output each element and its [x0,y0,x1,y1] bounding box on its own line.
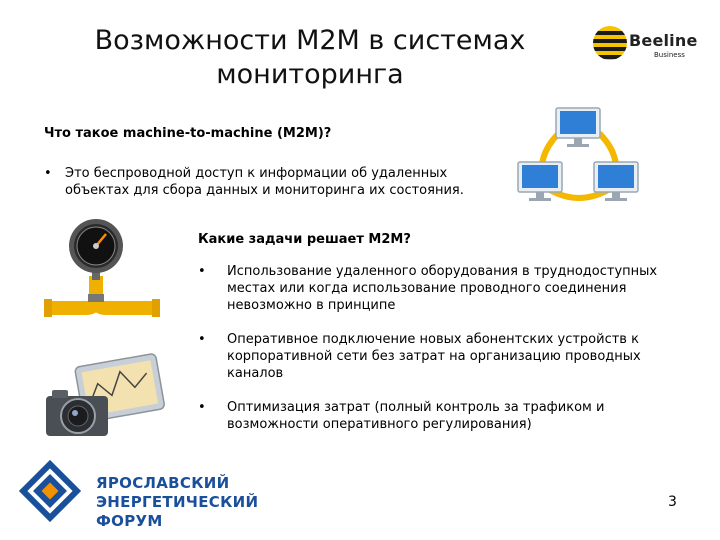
forum-name [96,474,258,531]
camera-icon [40,350,170,445]
answer-text: Это беспроводной доступ к информации об удаленных объектах для сбора данных и мониторинга их состояния. [65,166,464,198]
page-number: 3 [668,494,677,510]
forum-line2: ЭНЕРГЕТИЧЕСКИЙ [96,493,259,511]
network-diagram-icon [514,102,644,220]
task-text: Оптимизация затрат (полный контроль за трафиком и возможности оперативного регулирования) [227,400,605,432]
bullet-marker: • [198,264,206,279]
question-what-is-m2m: Что такое machine-to-machine (M2M)? [44,126,332,141]
forum-line1: ЯРОСЛАВСКИЙ [96,474,230,492]
bullet-marker: • [198,400,206,415]
slide-title-line2: мониторинга [216,59,404,90]
brand-sub: Business [654,51,685,59]
slide-title [60,24,560,92]
slide-title-line1: Возможности М2М в системах [94,25,526,56]
task-text: Использование удаленного оборудования в труднодоступных местах или когда использование проводного соединения невозможно в принципе [227,264,658,313]
forum-logo-icon [14,455,86,527]
bullet-marker: • [198,332,206,347]
brand-name: Beeline [629,31,698,50]
task-text: Оперативное подключение новых абонентских устройств к корпоративной сети без затрат на организацию проводных каналов [227,332,641,381]
pressure-gauge-icon [40,216,170,334]
forum-line3: ФОРУМ [96,512,163,530]
question-tasks: Какие задачи решает М2М? [198,232,411,247]
bullet-marker: • [44,166,52,181]
